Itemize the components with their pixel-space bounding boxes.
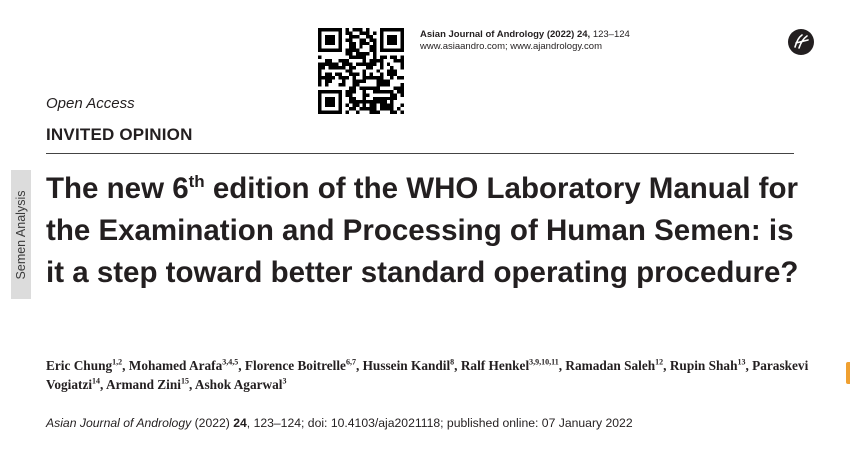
article-title — [46, 168, 816, 294]
author-name: Armand Zini — [105, 377, 181, 392]
author-name: Hussein Kandil — [362, 358, 451, 373]
author-name: Florence Boitrelle — [244, 358, 346, 373]
author — [363, 358, 455, 373]
journal-header — [420, 29, 630, 53]
author-name: Ramadan Saleh — [565, 358, 656, 373]
header-divider — [46, 153, 794, 154]
author — [46, 358, 122, 373]
author — [565, 358, 663, 373]
author — [129, 358, 238, 373]
section-tab-label: Semen Analysis — [14, 190, 28, 279]
author-name: Ralf Henkel — [460, 358, 530, 373]
journal-logo-icon — [787, 28, 815, 56]
author-name: Eric Chung — [46, 358, 113, 373]
author-name: Paraskevi Vogiatzi — [46, 358, 809, 392]
author-name: Ashok Agarwal — [194, 377, 283, 392]
article-type: INVITED OPINION — [46, 125, 193, 144]
citation-rest: , 123–124; doi: 10.4103/aja2021118; published online: 07 January 2022 — [246, 416, 633, 430]
section-tab — [11, 170, 31, 299]
author-affiliation: 3,9,10,11 — [529, 357, 559, 367]
title-superscript: th — [188, 172, 205, 192]
citation-line — [46, 416, 633, 430]
author-affiliation: 3 — [282, 376, 287, 386]
title-part1: The new 6 — [46, 172, 189, 205]
author — [670, 358, 746, 373]
author-affiliation: 8 — [450, 357, 455, 367]
author-affiliation: 12 — [655, 357, 664, 367]
author — [461, 358, 559, 373]
journal-volume: 24 — [576, 29, 588, 40]
author-affiliation: 1,2 — [112, 357, 123, 367]
journal-citation-line: Asian Journal of Andrology (2022) 24, 123–124 — [420, 29, 630, 40]
author — [195, 377, 287, 392]
author-list: Eric Chung$^{1,2}$, Mohamed Arafa$^{3,4,5}$, Florence Boitrelle$^{6,7}$, Hussein Kandil$^8$, Ralf Henkel$^{3,9,10,11}$, Ramadan Saleh$^{12}$, Rupin Shah$^{13}$, Paraskevi Vogiatzi$^{14}$, Armand Zini$^{15}$, Ashok Agarwal$^3$ — [46, 357, 809, 392]
author-name: Rupin Shah — [669, 358, 738, 373]
open-access-label: Open Access — [46, 95, 135, 112]
citation-journal: Asian Journal of Andrology — [46, 416, 192, 430]
author-affiliation: 6,7 — [345, 357, 356, 367]
author-name: Mohamed Arafa — [128, 358, 223, 373]
citation-year: (2022) — [191, 416, 234, 430]
author-affiliation: 15 — [180, 376, 189, 386]
journal-name: Asian Journal of Andrology (2022) — [420, 29, 575, 40]
author-affiliation: 14 — [92, 376, 101, 386]
title-part2: edition of the WHO Laboratory Manual for the Examination and Processing of Human Semen: is it a step toward better standard operating procedure? — [46, 172, 799, 289]
edge-marker — [846, 362, 850, 384]
author — [245, 358, 356, 373]
author — [106, 377, 189, 392]
citation-volume: 24 — [233, 416, 247, 430]
author-affiliation: 3,4,5 — [222, 357, 239, 367]
qr-code — [318, 28, 404, 114]
journal-websites[interactable]: www.asiaandro.com; www.ajandrology.com — [420, 41, 602, 52]
journal-pages: 123–124 — [592, 29, 630, 40]
author-affiliation: 13 — [737, 357, 746, 367]
